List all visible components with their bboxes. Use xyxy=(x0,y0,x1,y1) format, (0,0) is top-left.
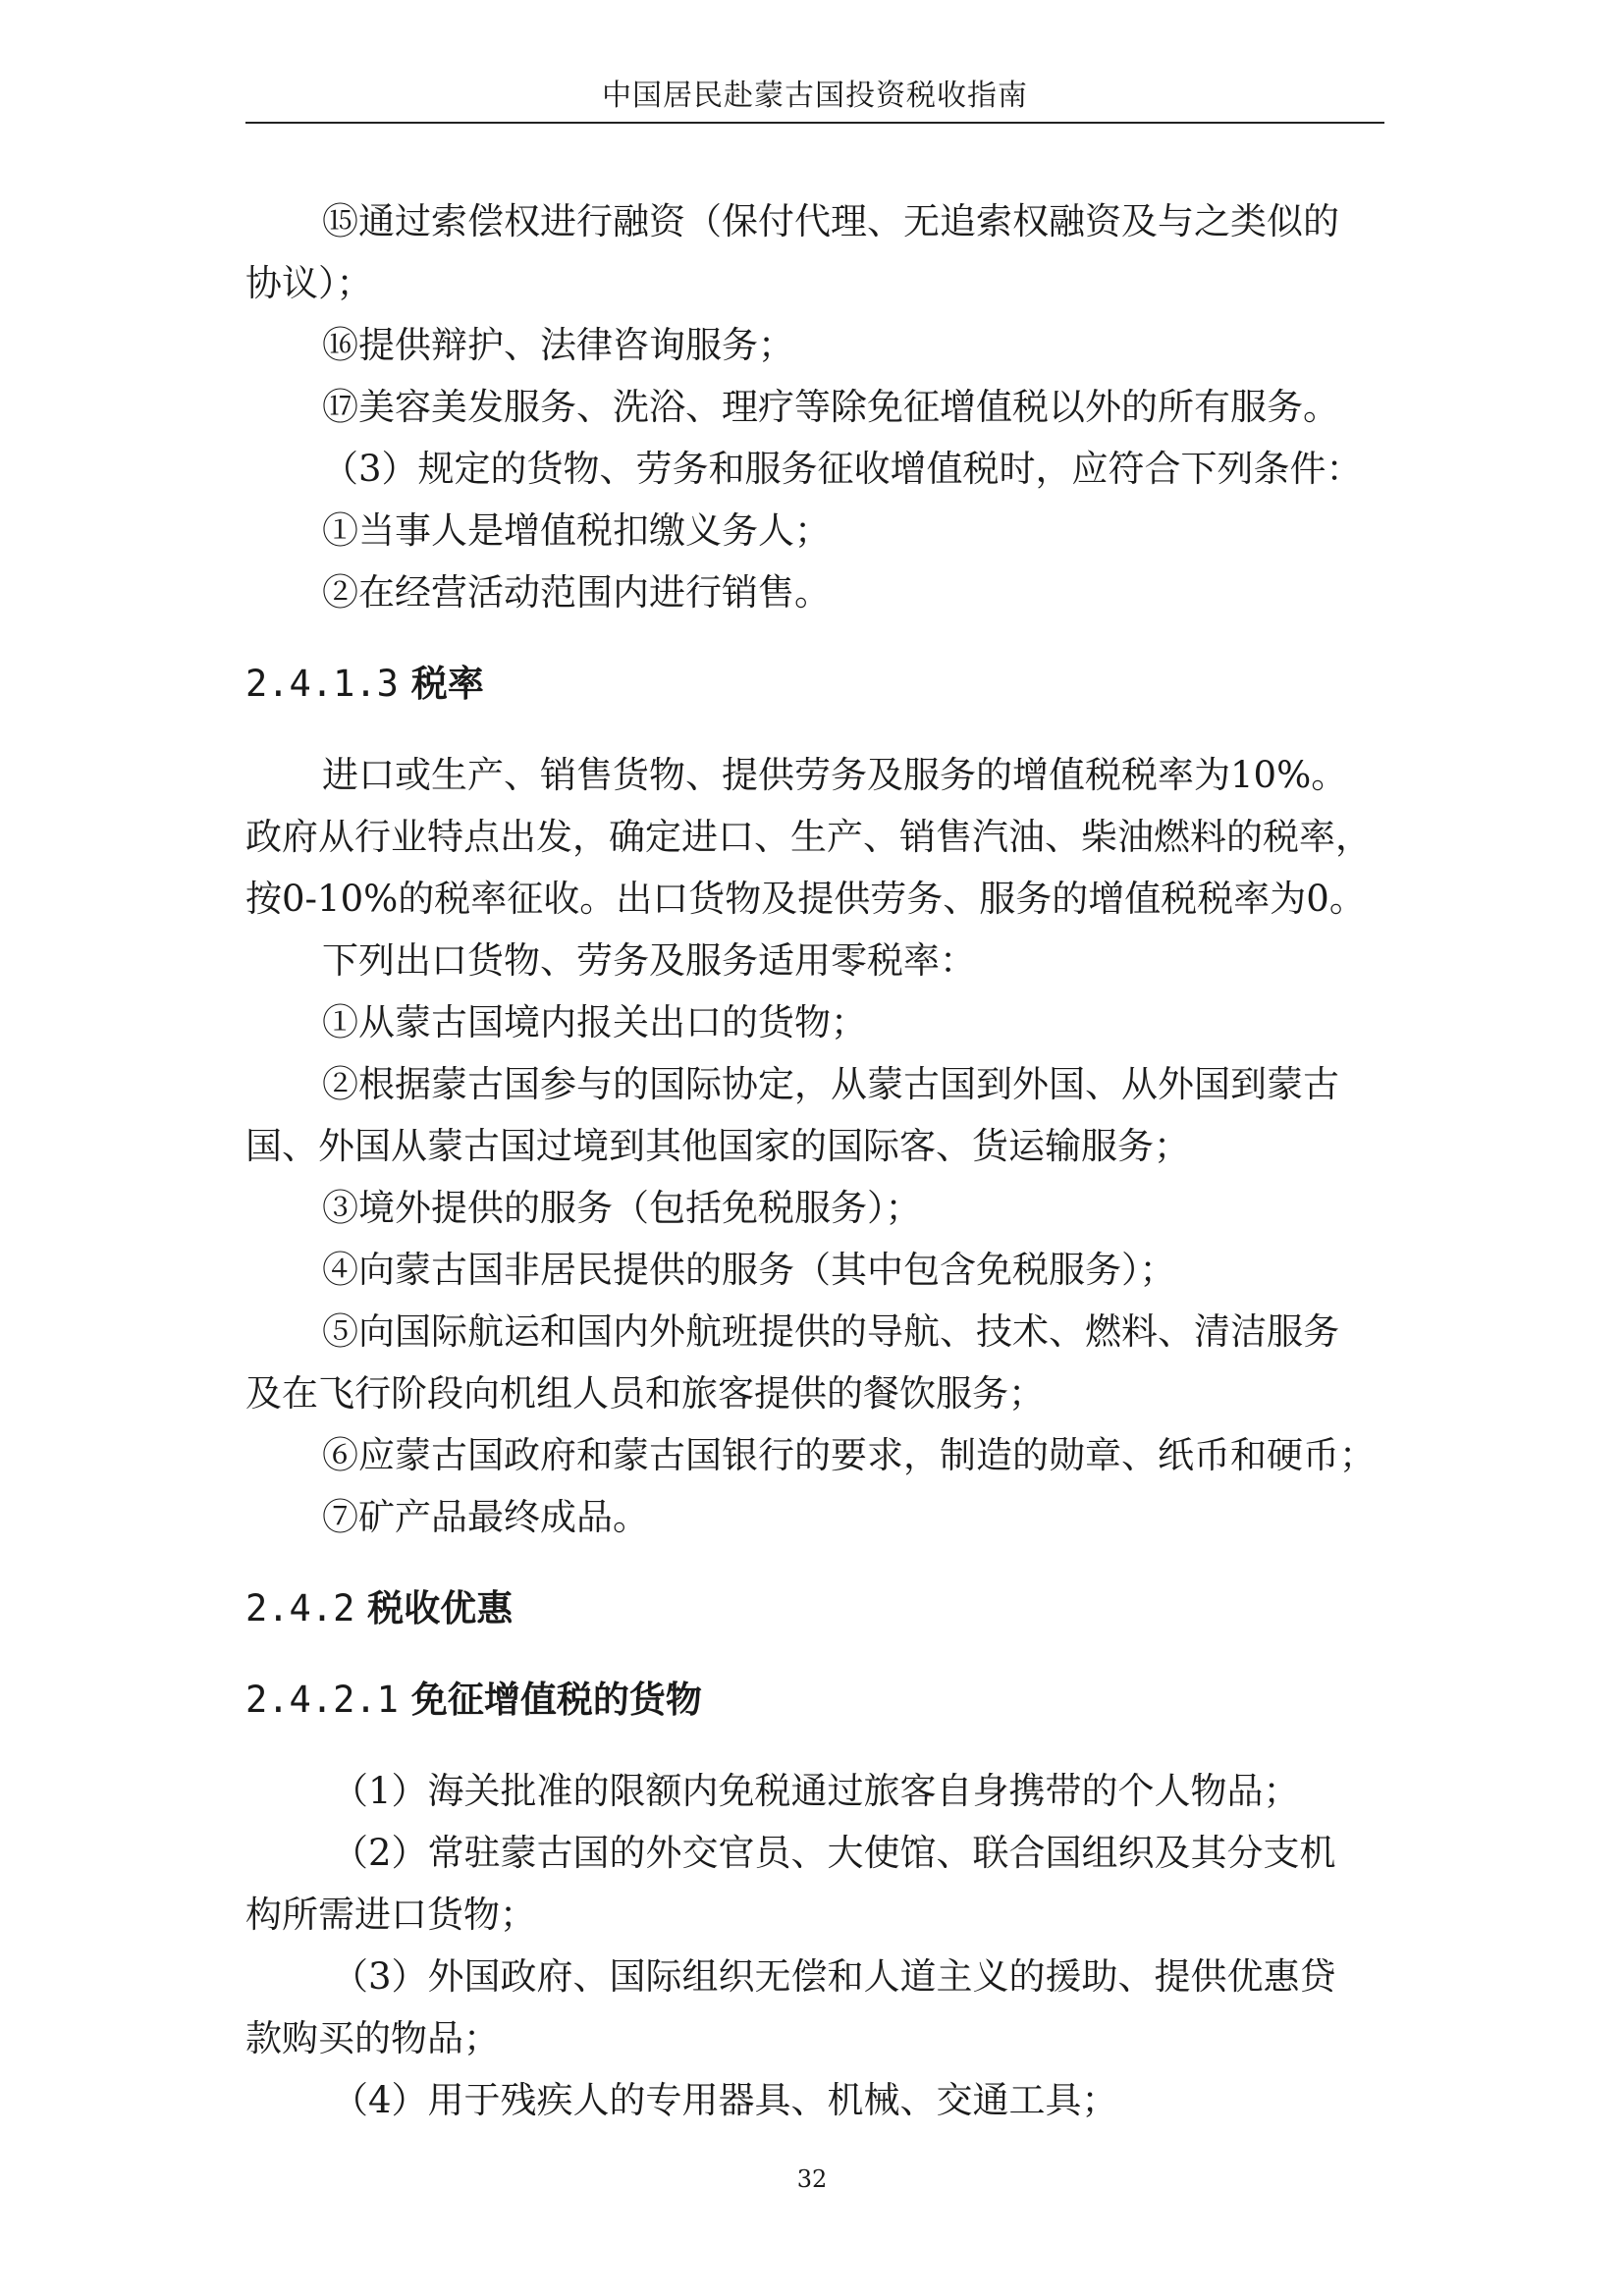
paragraph-line: 及在飞行阶段向机组人员和旅客提供的餐饮服务； xyxy=(245,1372,1045,1415)
paragraph-line: 按0-10%的税率征收。出口货物及提供劳务、服务的增值税税率为0。 xyxy=(245,878,1366,920)
paragraph-line: 协议）； xyxy=(245,262,373,304)
section-number: 2.4.2.1 xyxy=(245,1679,399,1721)
page-number: 32 xyxy=(796,2165,828,2193)
paragraph-line: 下列出口货物、劳务及服务适用零税率： xyxy=(322,939,976,982)
paragraph-line: ②根据蒙古国参与的国际协定，从蒙古国到外国、从外国到蒙古 xyxy=(322,1063,1339,1105)
paragraph-line: ⑯提供辩护、法律咨询服务； xyxy=(322,324,794,366)
paragraph-line: （3）规定的货物、劳务和服务征收增值税时，应符合下列条件： xyxy=(322,448,1363,490)
paragraph-line: （4）用于残疾人的专用器具、机械、交通工具； xyxy=(332,2079,1118,2121)
section-title: 税收优惠 xyxy=(367,1586,514,1629)
running-header: 中国居民赴蒙古国投资税收指南 xyxy=(602,79,1028,113)
section-number: 2.4.1.3 xyxy=(245,663,399,705)
paragraph-line: ①当事人是增值税扣缴义务人； xyxy=(322,509,831,552)
paragraph-line: 构所需进口货物； xyxy=(245,1894,536,1936)
section-number: 2.4.2 xyxy=(245,1587,355,1629)
section-title: 免征增值税的货物 xyxy=(410,1678,702,1721)
paragraph-line: 国、外国从蒙古国过境到其他国家的国际客、货运输服务； xyxy=(245,1125,1190,1167)
paragraph-line: 政府从行业特点出发，确定进口、生产、销售汽油、柴油燃料的税率， xyxy=(245,816,1372,858)
paragraph-line: ③境外提供的服务（包括免税服务）； xyxy=(322,1187,922,1229)
paragraph-line: 进口或生产、销售货物、提供劳务及服务的增值税税率为10%。 xyxy=(322,754,1348,796)
document-body xyxy=(245,190,1384,2131)
paragraph-line: ⑮通过索偿权进行融资（保付代理、无追索权融资及与之类似的 xyxy=(322,200,1339,242)
paragraph-line: （3）外国政府、国际组织无偿和人道主义的援助、提供优惠贷 xyxy=(332,1955,1336,1998)
header-rule xyxy=(245,122,1384,124)
section-heading xyxy=(245,1577,1384,1639)
paragraph-line: ①从蒙古国境内报关出口的货物； xyxy=(322,1001,867,1043)
paragraph-line: 款购买的物品； xyxy=(245,2017,500,2059)
section-heading xyxy=(245,653,1384,715)
section-heading xyxy=(245,1669,1384,1731)
paragraph-line: ⑦矿产品最终成品。 xyxy=(322,1496,649,1538)
paragraph-line: ②在经营活动范围内进行销售。 xyxy=(322,571,831,614)
paragraph-line: ⑥应蒙古国政府和蒙古国银行的要求，制造的勋章、纸币和硬币； xyxy=(322,1434,1376,1476)
paragraph-line: （2）常驻蒙古国的外交官员、大使馆、联合国组织及其分支机 xyxy=(332,1832,1336,1874)
section-title: 税率 xyxy=(410,662,484,705)
paragraph-line: ④向蒙古国非居民提供的服务（其中包含免税服务）； xyxy=(322,1249,1176,1291)
paragraph-line: ⑤向国际航运和国内外航班提供的导航、技术、燃料、清洁服务 xyxy=(322,1310,1339,1353)
paragraph-line: ⑰美容美发服务、洗浴、理疗等除免征增值税以外的所有服务。 xyxy=(322,386,1339,428)
paragraph-line: （1）海关批准的限额内免税通过旅客自身携带的个人物品； xyxy=(332,1770,1300,1812)
